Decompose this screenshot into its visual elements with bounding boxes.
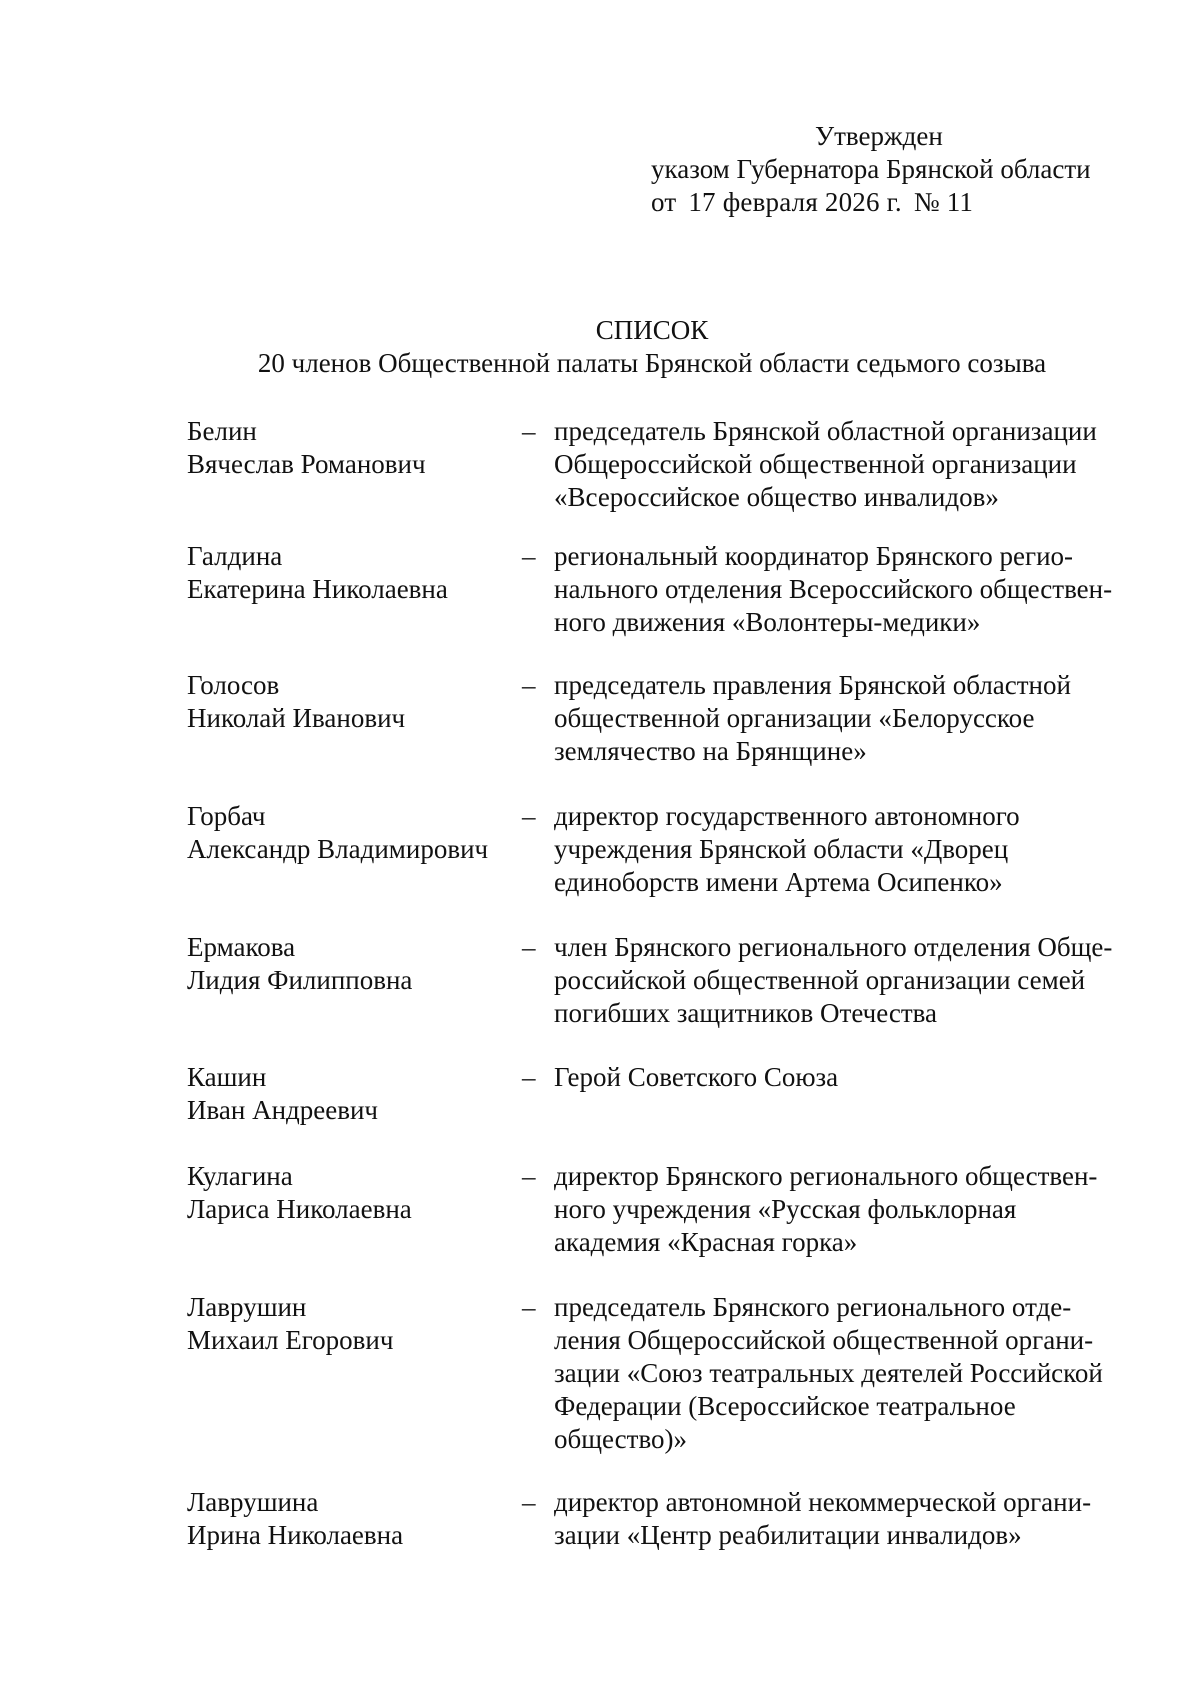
member-role: региональный координатор Брянского регио- нального отделения Всероссийского обществен- ного движения «Волонтеры-медики» xyxy=(554,541,1113,637)
member-role: директор автономной некоммерческой органи- зации «Центр реабилитации инвалидов» xyxy=(554,1487,1092,1550)
approval-date: 17 февраля 2026 г. xyxy=(688,187,902,217)
member-surname: Кулагина xyxy=(187,1161,293,1191)
member-role: директор Брянского регионального обществен- ного учреждения «Русская фольклорная академия «Красная горка» xyxy=(554,1161,1098,1257)
member-dash: – xyxy=(522,1062,536,1092)
member-given-name: Лариса Николаевна xyxy=(187,1194,412,1224)
approval-title: Утвержден xyxy=(815,121,943,151)
member-entry xyxy=(187,1061,1127,1160)
member-given-name: Николай Иванович xyxy=(187,703,406,733)
member-name xyxy=(187,415,522,540)
member-name xyxy=(187,669,522,800)
member-entry xyxy=(187,1291,1127,1486)
approval-stamp xyxy=(651,120,1091,219)
document-heading xyxy=(0,314,1200,380)
approval-authority: указом Губернатора Брянской области xyxy=(651,154,1091,184)
member-name xyxy=(187,540,522,669)
member-dash: – xyxy=(522,1161,536,1191)
member-given-name: Иван Андреевич xyxy=(187,1095,379,1125)
member-dash: – xyxy=(522,416,536,446)
member-list xyxy=(187,415,1127,1556)
member-dash: – xyxy=(522,670,536,700)
member-entry xyxy=(187,1160,1127,1291)
member-entry xyxy=(187,1486,1127,1556)
member-name xyxy=(187,1486,522,1556)
member-entry xyxy=(187,931,1127,1061)
member-entry xyxy=(187,540,1127,669)
member-dash: – xyxy=(522,932,536,962)
member-dash: – xyxy=(522,801,536,831)
member-role: председатель Брянской областной организации Общероссийской общественной организации «Всероссийское общество инвалидов» xyxy=(554,416,1097,512)
member-role: председатель правления Брянской областной общественной организации «Белорусское землячество на Брянщине» xyxy=(554,670,1071,766)
document-subtitle: 20 членов Общественной палаты Брянской области седьмого созыва xyxy=(257,348,1047,378)
member-given-name: Александр Владимирович xyxy=(187,834,489,864)
member-given-name: Вячеслав Романович xyxy=(187,449,426,479)
document-title: СПИСОК xyxy=(595,315,709,345)
member-surname: Лаврушина xyxy=(187,1487,319,1517)
member-name xyxy=(187,1061,522,1160)
member-role: директор государственного автономного учреждения Брянской области «Дворец единоборств имени Артема Осипенко» xyxy=(554,801,1020,897)
member-entry xyxy=(187,669,1127,800)
approval-number: № 11 xyxy=(913,187,974,217)
member-surname: Лаврушин xyxy=(187,1292,307,1322)
member-surname: Кашин xyxy=(187,1062,267,1092)
member-given-name: Михаил Егорович xyxy=(187,1325,394,1355)
member-surname: Горбач xyxy=(187,801,266,831)
member-surname: Голосов xyxy=(187,670,280,700)
member-surname: Белин xyxy=(187,416,257,446)
member-role: Герой Советского Союза xyxy=(554,1062,839,1092)
member-name xyxy=(187,931,522,1061)
member-given-name: Лидия Филипповна xyxy=(187,965,413,995)
member-dash: – xyxy=(522,541,536,571)
member-entry xyxy=(187,415,1127,540)
member-given-name: Екатерина Николаевна xyxy=(187,574,448,604)
member-role: председатель Брянского регионального отде- ления Общероссийской общественной органи- зации «Союз театральных деятелей Российской Федерации (Всероссийское театральное общество)» xyxy=(554,1292,1103,1454)
member-role: член Брянского регионального отделения Обще- российской общественной организации семей погибших защитников Отечества xyxy=(554,932,1113,1028)
member-dash: – xyxy=(522,1292,536,1322)
approval-date-line xyxy=(651,186,1091,219)
member-name xyxy=(187,1160,522,1291)
member-name xyxy=(187,1291,522,1486)
member-dash: – xyxy=(522,1487,536,1517)
approval-date-prefix: от xyxy=(651,187,677,217)
member-entry xyxy=(187,800,1127,931)
member-name xyxy=(187,800,522,931)
member-given-name: Ирина Николаевна xyxy=(187,1520,404,1550)
member-surname: Ермакова xyxy=(187,932,296,962)
member-surname: Галдина xyxy=(187,541,283,571)
